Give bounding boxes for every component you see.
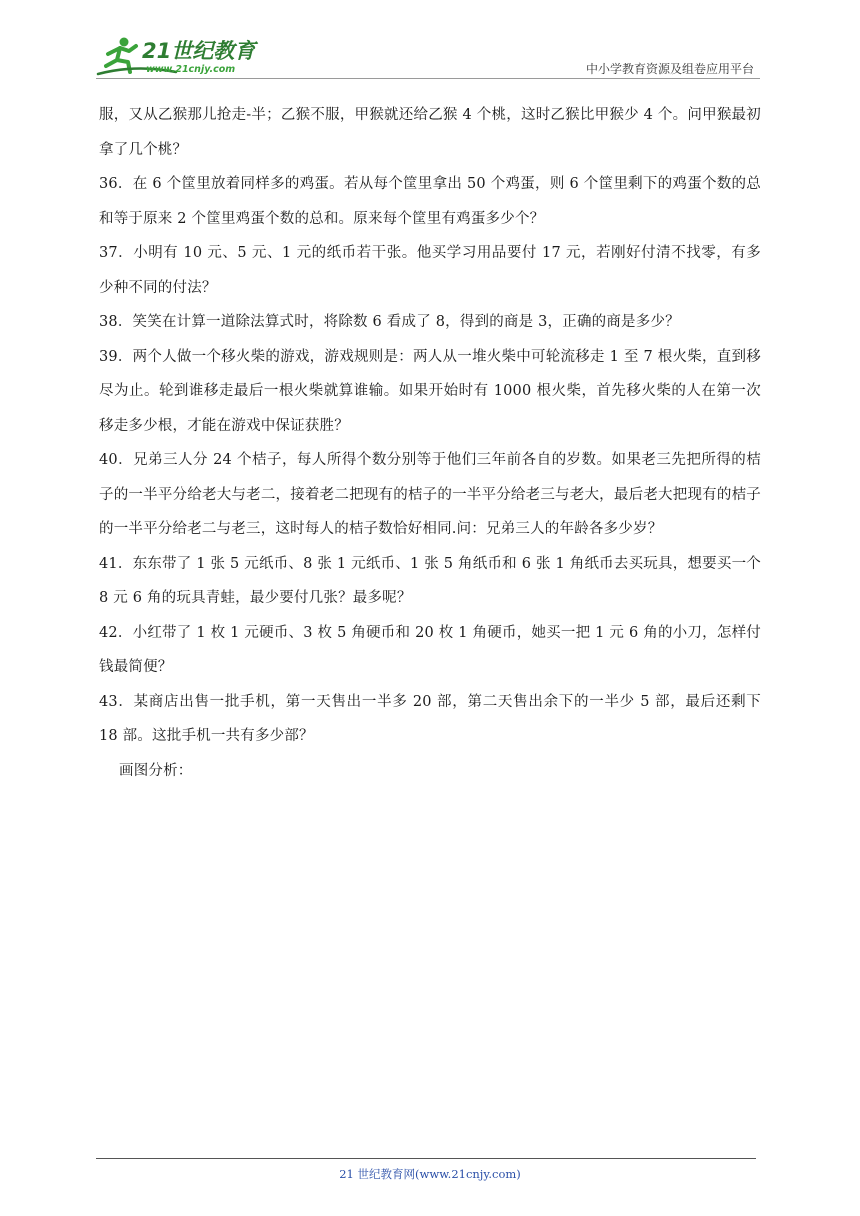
diagram-analysis-label: 画图分析： [119,762,193,779]
platform-title: 中小学教育资源及组卷应用平台 [585,62,754,76]
question-36: 36．在 6 个筐里放着同样多的鸡蛋。若从每个筐里拿出 50 个鸡蛋，则 6 个筐里剩下的鸡蛋个数的总和等于原来 2 个筐里鸡蛋个数的总和。原来每个筐里有鸡蛋多少个？ [99,176,761,227]
question-41: 41．东东带了 1 张 5 元纸币、8 张 1 元纸币、1 张 5 角纸币和 6 张 1 角纸币去买玩具，想要买一个 8 元 6 角的玩具青蛙，最少要付几张？最多呢？ [99,555,761,606]
header-divider [96,78,760,79]
page-header [96,30,760,78]
site-logo[interactable] [96,34,271,78]
footer-divider [96,1158,756,1159]
svg-text:21世纪教育: 21世纪教育 [142,39,256,63]
runner-logo-icon [96,34,271,78]
footer-link[interactable]: 21 世纪教育网(www.21cnjy.com) [339,1167,521,1181]
question-37: 37．小明有 10 元、5 元、1 元的纸币若干张。他买学习用品要付 17 元，若刚好付清不找零，有多少种不同的付法？ [99,245,761,296]
question-content [99,98,761,788]
question-39: 39．两个人做一个移火柴的游戏，游戏规则是：两人从一堆火柴中可轮流移走 1 至 7 根火柴，直到移尽为止。轮到谁移走最后一根火柴就算谁输。如果开始时有 1000 根火柴，首先移火柴的人在第一次移走多少根，才能在游戏中保证获胜？ [99,348,761,434]
question-43: 43．某商店出售一批手机，第一天售出一半多 20 部，第二天售出余下的一半少 5 部，最后还剩下 18 部。这批手机一共有多少部？ [99,693,761,744]
question-42: 42．小红带了 1 枚 1 元硬币、3 枚 5 角硬币和 20 枚 1 角硬币，她买一把 1 元 6 角的小刀，怎样付钱最简便？ [99,624,761,675]
paragraph-continued: 服，又从乙猴那儿抢走-半；乙猴不服，甲猴就还给乙猴 4 个桃，这时乙猴比甲猴少 4 个。问甲猴最初拿了几个桃？ [99,107,761,158]
question-38: 38．笑笑在计算一道除法算式时，将除数 6 看成了 8，得到的商是 3，正确的商是多少？ [99,314,680,330]
svg-text:www.21cnjy.com: www.21cnjy.com [146,64,236,75]
question-40: 40．兄弟三人分 24 个桔子，每人所得个数分别等于他们三年前各自的岁数。如果老三先把所得的桔子的一半平分给老大与老二，接着老二把现有的桔子的一半平分给老三与老大，最后老大把现有的桔子的一半平分给老二与老三，这时每人的桔子数恰好相同.问：兄弟三人的年龄各多少岁？ [99,452,761,537]
